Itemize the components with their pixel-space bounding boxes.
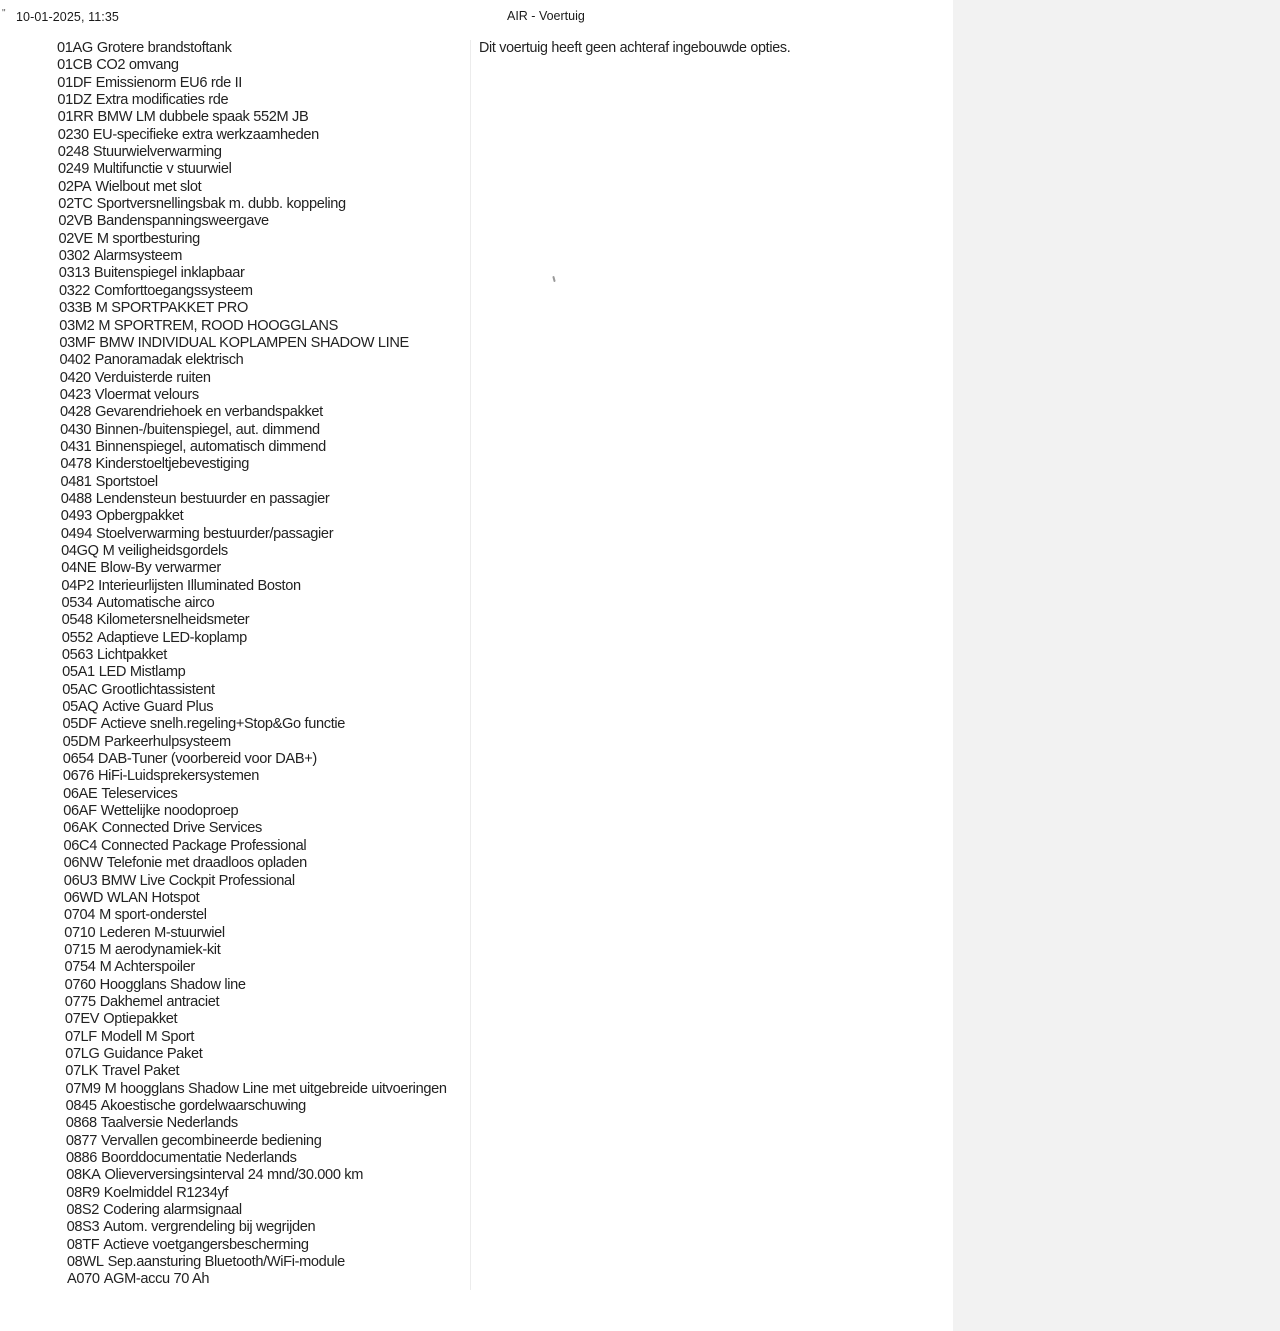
- option-row: [0, 925, 468, 942]
- option-row: [0, 768, 468, 785]
- option-label: Connected Package Professional: [101, 837, 307, 854]
- option-code: 03MF: [59, 334, 96, 351]
- option-label: Modell M Sport: [100, 1028, 195, 1045]
- option-row: [0, 474, 468, 491]
- option-code: 0249: [58, 161, 90, 178]
- option-code: 0430: [60, 421, 92, 438]
- option-row: [0, 127, 468, 144]
- option-row: [0, 734, 468, 751]
- option-code: 0534: [61, 595, 93, 611]
- option-label: Codering alarmsignaal: [103, 1202, 242, 1219]
- option-row: [0, 942, 468, 959]
- option-label: Automatische airco: [96, 595, 215, 611]
- option-label: BMW Live Cockpit Professional: [101, 872, 295, 889]
- option-code: 0423: [59, 386, 91, 403]
- option-label: M sportbesturing: [96, 230, 200, 247]
- scan-speck: [552, 276, 555, 282]
- option-row: [0, 422, 468, 439]
- option-code: 0704: [64, 907, 96, 924]
- option-label: HiFi-Luidsprekersystemen: [97, 768, 260, 785]
- option-code: 0494: [60, 525, 92, 542]
- option-code: 0715: [64, 941, 96, 958]
- option-row: [0, 1011, 468, 1028]
- option-row: [0, 231, 468, 248]
- option-label: Vervallen gecombineerde bediening: [100, 1132, 322, 1149]
- option-label: Teleservices: [101, 785, 178, 802]
- option-row: [0, 491, 468, 508]
- option-row: [0, 75, 468, 92]
- option-label: M sport-onderstel: [99, 907, 207, 924]
- option-label: Connected Drive Services: [101, 820, 262, 837]
- option-row: [0, 560, 468, 577]
- option-label: Sportstoel: [95, 473, 158, 490]
- option-code: 0563: [61, 647, 93, 664]
- option-label: Parkeerhulpsysteem: [104, 733, 231, 750]
- option-row: [0, 855, 468, 872]
- option-row: [0, 352, 468, 369]
- option-code: 08KA: [66, 1167, 101, 1184]
- option-code: 02PA: [58, 178, 92, 195]
- option-code: 0402: [59, 352, 91, 369]
- option-code: 06WD: [63, 889, 104, 906]
- option-code: 06AE: [63, 785, 98, 802]
- option-label: Panoramadak elektrisch: [94, 352, 244, 369]
- option-row: [0, 526, 468, 543]
- option-label: Binnenspiegel, automatisch dimmend: [95, 438, 326, 455]
- option-row: [0, 612, 468, 629]
- option-code: 02VB: [58, 213, 93, 230]
- option-label: Stoelverwarming bestuurder/passagier: [95, 525, 334, 542]
- option-code: 0313: [58, 265, 90, 282]
- option-code: 01AG: [57, 40, 93, 56]
- option-label: Grotere brandstoftank: [96, 40, 232, 56]
- option-row: [0, 907, 468, 924]
- option-label: BMW LM dubbele spaak 552M JB: [97, 109, 309, 126]
- print-date: 10-01-2025, 11:35: [16, 10, 119, 24]
- option-label: Lendensteun bestuurder en passagier: [95, 490, 330, 507]
- option-label: Actieve snelh.regeling+Stop&Go functie: [100, 716, 346, 733]
- option-row: [0, 300, 468, 317]
- option-code: 07LK: [65, 1063, 98, 1080]
- option-row: [0, 543, 468, 560]
- option-row: [0, 1115, 468, 1132]
- option-row: [0, 144, 468, 161]
- option-code: 0845: [65, 1097, 97, 1114]
- option-label: Taalversie Nederlands: [100, 1115, 238, 1132]
- option-label: Binnen-/buitenspiegel, aut. dimmend: [95, 421, 320, 438]
- option-label: DAB-Tuner (voorbereid voor DAB+): [97, 751, 317, 768]
- option-label: Guidance Paket: [103, 1045, 203, 1062]
- option-row: [0, 387, 468, 404]
- option-label: Stuurwielverwarming: [92, 144, 222, 161]
- option-code: 0754: [64, 959, 96, 976]
- option-code: 0676: [62, 768, 94, 785]
- option-row: [0, 699, 468, 716]
- option-row: [0, 1133, 468, 1150]
- option-row: [0, 1254, 468, 1271]
- option-row: [0, 213, 468, 230]
- option-label: Adaptieve LED-koplamp: [96, 629, 247, 646]
- option-code: 033B: [59, 300, 92, 317]
- scan-mark: ": [2, 8, 6, 19]
- document-title: AIR - Voertuig: [507, 9, 585, 23]
- option-code: 0302: [58, 248, 90, 265]
- option-code: 01DF: [57, 74, 92, 91]
- option-code: 08TF: [66, 1236, 100, 1253]
- option-code: 0248: [57, 144, 89, 161]
- option-row: [0, 786, 468, 803]
- option-label: Sep.aansturing Bluetooth/WiFi-module: [107, 1254, 345, 1271]
- option-row: [0, 994, 468, 1011]
- option-code: 0552: [61, 629, 93, 646]
- option-code: 06AF: [63, 803, 97, 820]
- option-code: 04NE: [61, 560, 97, 577]
- option-row: [0, 1063, 468, 1080]
- option-label: Lichtpakket: [96, 647, 167, 664]
- option-label: Wielbout met slot: [95, 178, 202, 195]
- option-code: 0868: [65, 1115, 97, 1132]
- option-label: Comforttoegangssysteem: [94, 282, 253, 299]
- option-code: 0548: [61, 612, 93, 629]
- option-row: [0, 959, 468, 976]
- option-code: 04P2: [61, 577, 95, 594]
- option-code: 02TC: [58, 196, 93, 213]
- option-code: 0481: [60, 473, 92, 490]
- option-row: [0, 161, 468, 178]
- option-row: [0, 1081, 468, 1098]
- option-row: [0, 508, 468, 525]
- option-label: WLAN Hotspot: [107, 889, 200, 906]
- option-label: Kinderstoeltjebevestiging: [95, 456, 249, 473]
- option-code: 0420: [59, 369, 91, 386]
- option-row: [0, 456, 468, 473]
- option-code: 0775: [64, 993, 96, 1010]
- option-row: [0, 1219, 468, 1236]
- option-row: [0, 1237, 468, 1254]
- option-row: [0, 196, 468, 213]
- option-code: 01RR: [57, 109, 94, 126]
- option-row: [0, 1167, 468, 1184]
- option-label: Opbergpakket: [95, 508, 184, 525]
- option-code: 08WL: [66, 1254, 104, 1271]
- option-code: 0478: [60, 456, 92, 473]
- option-label: Verduisterde ruiten: [94, 369, 211, 386]
- option-code: 07EV: [64, 1011, 100, 1028]
- column-divider: [470, 40, 471, 1290]
- option-code: 08R9: [66, 1184, 100, 1201]
- option-label: Autom. vergrendeling bij wegrijden: [103, 1219, 316, 1236]
- page-margin: [953, 0, 1280, 1331]
- option-row: [0, 1029, 468, 1046]
- option-row: [0, 664, 468, 681]
- option-row: [0, 873, 468, 890]
- option-code: 0428: [60, 404, 92, 421]
- option-code: A070: [67, 1271, 100, 1288]
- option-label: M veiligheidsgordels: [102, 542, 228, 559]
- option-code: 06AK: [63, 820, 98, 837]
- option-row: [0, 179, 468, 196]
- option-label: M Achterspoiler: [99, 959, 195, 976]
- option-label: Bandenspanningsweergave: [96, 213, 269, 230]
- option-label: Alarmsysteem: [93, 248, 183, 265]
- option-row: [0, 57, 468, 74]
- option-label: BMW INDIVIDUAL KOPLAMPEN SHADOW LINE: [99, 334, 409, 351]
- option-code: 06U3: [63, 872, 98, 889]
- option-code: 05AQ: [62, 699, 99, 716]
- option-row: [0, 1098, 468, 1115]
- option-code: 07LG: [65, 1045, 100, 1062]
- factory-options-list: [0, 40, 468, 1289]
- option-label: Hoogglans Shadow line: [99, 976, 246, 993]
- option-code: 06NW: [63, 855, 103, 872]
- option-row: [0, 838, 468, 855]
- option-row: [0, 647, 468, 664]
- option-label: EU-specifieke extra werkzaamheden: [92, 126, 319, 143]
- option-code: 0322: [59, 282, 91, 299]
- option-code: 05AC: [62, 681, 98, 698]
- option-code: 01CB: [57, 57, 93, 74]
- option-label: Multifunctie v stuurwiel: [93, 161, 232, 178]
- option-label: Boorddocumentatie Nederlands: [101, 1150, 297, 1166]
- option-label: AGM-accu 70 Ah: [103, 1271, 210, 1288]
- option-row: [0, 751, 468, 768]
- option-label: M SPORTREM, ROOD HOOGGLANS: [98, 317, 338, 334]
- option-label: Actieve voetgangersbescherming: [103, 1236, 309, 1253]
- option-row: [0, 890, 468, 907]
- option-code: 05DF: [62, 716, 97, 733]
- option-row: [0, 248, 468, 265]
- option-label: Akoestische gordelwaarschuwing: [100, 1097, 306, 1114]
- option-label: Grootlichtassistent: [101, 681, 215, 698]
- option-label: Buitenspiegel inklapbaar: [93, 265, 245, 282]
- option-label: Extra modificaties rde: [95, 92, 229, 109]
- option-row: [0, 1150, 468, 1167]
- option-row: [0, 595, 468, 612]
- option-label: Optiepakket: [103, 1011, 178, 1028]
- option-code: 08S3: [66, 1219, 100, 1236]
- option-row: [0, 40, 468, 57]
- option-code: 0654: [62, 751, 94, 768]
- option-label: Emissienorm EU6 rde II: [95, 74, 242, 91]
- option-row: [0, 318, 468, 335]
- option-code: 0488: [60, 490, 92, 507]
- option-row: [0, 370, 468, 387]
- option-code: 0710: [64, 924, 96, 941]
- option-row: [0, 335, 468, 352]
- option-code: 0493: [60, 508, 92, 525]
- option-row: [0, 1046, 468, 1063]
- option-row: [0, 265, 468, 282]
- option-label: Kilometersnelheidsmeter: [96, 612, 250, 629]
- option-code: 0877: [65, 1132, 97, 1149]
- option-label: Interieurlijsten Illuminated Boston: [98, 577, 301, 594]
- option-code: 04GQ: [61, 542, 99, 559]
- option-label: Active Guard Plus: [102, 699, 214, 716]
- option-row: [0, 682, 468, 699]
- option-code: 0760: [64, 976, 96, 993]
- option-code: 06C4: [63, 837, 97, 854]
- option-label: Blow-By verwarmer: [100, 560, 221, 577]
- option-code: 05A1: [62, 664, 95, 681]
- option-code: 07M9: [65, 1080, 101, 1097]
- option-row: [0, 92, 468, 109]
- option-row: [0, 803, 468, 820]
- option-label: Vloermat velours: [94, 386, 199, 403]
- option-row: [0, 1185, 468, 1202]
- option-label: Lederen M-stuurwiel: [99, 924, 225, 941]
- option-row: [0, 1271, 468, 1288]
- option-row: [0, 439, 468, 456]
- option-label: M hoogglans Shadow Line met uitgebreide uitvoeringen: [104, 1080, 447, 1097]
- retrofit-options-note: Dit voertuig heeft geen achteraf ingebouwde opties.: [479, 40, 791, 56]
- option-code: 0431: [60, 438, 92, 455]
- option-row: [0, 630, 468, 647]
- option-label: CO2 omvang: [96, 57, 179, 74]
- option-label: Gevarendriehoek en verbandspakket: [95, 404, 323, 421]
- option-row: [0, 283, 468, 300]
- option-label: Olieverversingsinterval 24 mnd/30.000 km: [104, 1167, 364, 1184]
- option-row: [0, 1202, 468, 1219]
- option-label: M SPORTPAKKET PRO: [95, 300, 248, 317]
- option-label: M aerodynamiek-kit: [99, 941, 221, 958]
- option-code: 0230: [57, 126, 89, 143]
- option-row: [0, 578, 468, 595]
- option-label: Dakhemel antraciet: [99, 993, 220, 1010]
- option-label: Sportversnellingsbak m. dubb. koppeling: [96, 196, 346, 213]
- option-code: 03M2: [59, 317, 95, 334]
- option-row: [0, 404, 468, 421]
- option-row: [0, 109, 468, 126]
- option-label: Telefonie met draadloos opladen: [106, 855, 307, 872]
- option-label: Travel Paket: [101, 1063, 180, 1080]
- option-code: 0886: [66, 1150, 98, 1166]
- option-code: 02VE: [58, 230, 93, 247]
- option-row: [0, 716, 468, 733]
- option-label: LED Mistlamp: [98, 664, 186, 681]
- option-code: 07LF: [65, 1028, 97, 1045]
- option-code: 05DM: [62, 733, 101, 750]
- option-label: Koelmiddel R1234yf: [103, 1184, 229, 1201]
- option-row: [0, 820, 468, 837]
- option-code: 01DZ: [57, 92, 92, 109]
- option-row: [0, 977, 468, 994]
- option-label: Wettelijke noodoproep: [100, 803, 239, 820]
- option-code: 08S2: [66, 1202, 100, 1219]
